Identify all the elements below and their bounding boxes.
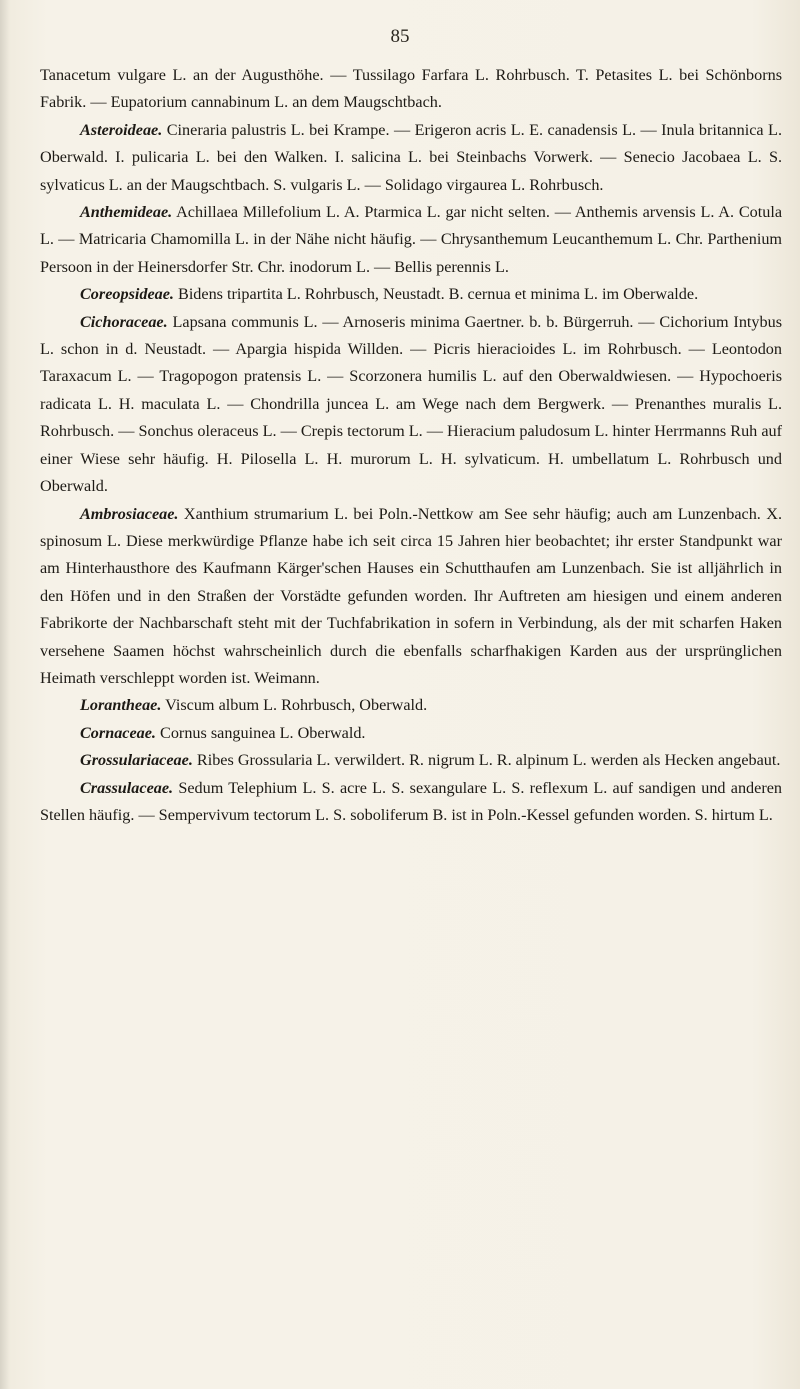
paragraph-text: Tanacetum vulgare L. an der Augusthöhe. — Tussilago Farfara L. Rohrbusch. T. Petasites L. bei Schönborns Fabrik. — Eupatorium cannabinum L. an dem Maugschtbach.	[40, 66, 782, 112]
paragraph-text: Ribes Grossularia L. verwildert. R. nigrum L. R. alpinum L. werden als Hecken angebaut.	[192, 751, 781, 770]
paragraph	[40, 692, 782, 719]
family-heading: Grossulariaceae.	[80, 751, 193, 770]
family-heading: Coreopsideae.	[80, 285, 174, 304]
paragraph-text: Lapsana communis L. — Arnoseris minima Gaertner. b. b. Bürgerruh. — Cichorium Intybus L. schon in d. Neustadt. — Apargia hispida Willden. — Picris hieracioides L. im Rohrbusch. — Leontodon Taraxacum L. — Tragopogon pratensis L. — Scorzonera humilis L. auf den Oberwaldwiesen. — Hypochoeris radicata L. H. maculata L. — Chondrilla juncea L. am Wege nach dem Bergwerk. — Prenanthes muralis L. Rohrbusch. — Sonchus oleraceus L. — Crepis tectorum L. — Hieracium paludosum L. hinter Herrmanns Ruh auf einer Wiese sehr häufig. H. Pilosella L. H. murorum L. H. sylvaticum. H. umbellatum L. Rohrbusch und Oberwald.	[40, 312, 782, 496]
paragraph	[40, 747, 782, 774]
paragraph-text: Viscum album L. Rohrbusch, Oberwald.	[161, 696, 428, 715]
paragraph	[40, 309, 782, 501]
paragraph	[40, 62, 782, 117]
paragraph	[40, 281, 782, 308]
page-number: 85	[390, 26, 410, 47]
paragraph	[40, 117, 782, 199]
paragraph-text: Bidens tripartita L. Rohrbusch, Neustadt. B. cernua et minima L. im Oberwalde.	[173, 285, 699, 304]
family-heading: Loranthеae.	[80, 696, 162, 715]
paragraph-text: Cineraria palustris L. bei Krampe. — Erigeron acris L. E. canadensis L. — Inula britannica L. Oberwald. I. pulicaria L. bei den Walken. I. salicina L. bei Steinbachs Vorwerk. — Senecio Jacobaea L. S. sylvaticus L. an der Maugschtbach. S. vulgaris L. — Solidago virgaurea L. Rohrbusch.	[40, 120, 782, 194]
paragraph-text: Sedum Telephium L. S. acre L. S. sexangulare L. S. reflexum L. auf sandigen und anderen Stellen häufig. — Sempervivum tectorum L. S. soboliferum B. ist in Poln.-Kessel gefunden worden. S. hirtum L.	[40, 778, 782, 824]
paragraph	[40, 501, 782, 693]
paragraph-text: Achillaea Millefolium L. A. Ptarmica L. gar nicht selten. — Anthemis arvensis L. A. Cotula L. — Matricaria Chamomilla L. in der Nähe nicht häufig. — Chrysanthemum Leucanthemum L. Chr. Parthenium Persoon in der Heinersdorfer Str. Chr. inodorum L. — Bellis perennis L.	[40, 203, 782, 276]
family-heading: Cornaceae.	[80, 723, 156, 742]
family-heading: Asteroideae.	[80, 120, 163, 139]
paragraph	[40, 199, 782, 281]
family-heading: Anthemideae.	[80, 203, 173, 222]
text-column	[40, 62, 782, 829]
paragraph	[40, 720, 782, 747]
family-heading: Ambrosiaceae.	[80, 504, 179, 523]
family-heading: Crassulaceae.	[80, 778, 174, 797]
paragraph-text: Cornus sanguinea L. Oberwald.	[155, 723, 366, 742]
family-heading: Cichoraceae.	[80, 312, 168, 331]
paragraph	[40, 775, 782, 830]
page-gutter-shadow	[0, 0, 10, 1389]
paragraph-text: Xanthium strumarium L. bei Poln.-Nettkow am See sehr häufig; auch am Lunzenbach. X. spinosum L. Diese merkwürdige Pflanze habe ich seit circa 15 Jahren hier beobachtet; ihr erster Standpunkt war am Hinterhausthore des Kaufmann Kärger'schen Hauses ein Schutthaufen am Lunzenbach. Sie ist alljährlich in den Höfen und in den Straßen der Vorstädte gefunden worden. Ihr Auftreten am hiesigen und einem anderen Fabrikorte der Nachbarschaft steht mit der Tuchfabrikation in sofern in Verbindung, als der mit scharfen Haken versehene Saamen höchst wahrscheinlich durch die ebenfalls scharfhakigen Karden aus der ursprünglichen Heimath verschleppt worden ist. Weimann.	[40, 504, 782, 687]
